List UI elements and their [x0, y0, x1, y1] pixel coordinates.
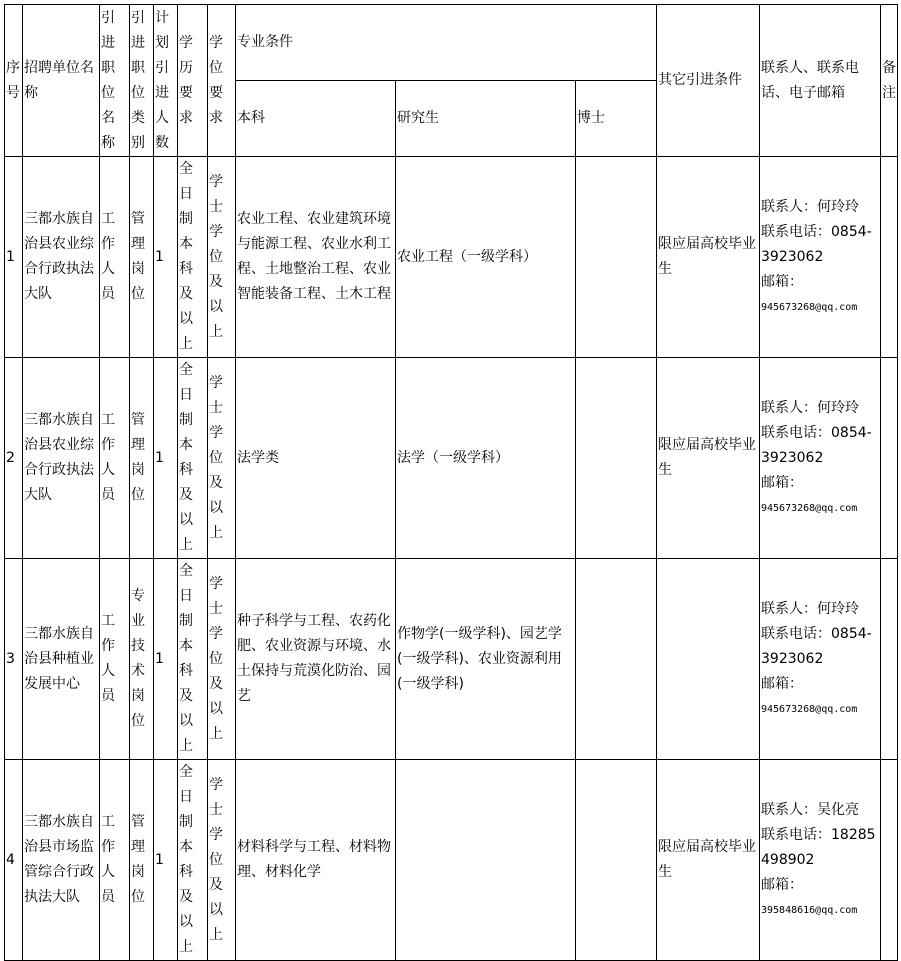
table-row — [5, 358, 898, 559]
cell-remarks — [881, 358, 898, 559]
cell-post-name: 工作人员 — [100, 559, 130, 760]
cell-undergrad: 法学类 — [236, 358, 396, 559]
cell-post-type: 管理岗位 — [130, 358, 154, 559]
cell-unit: 三都水族自治县农业综合行政执法大队 — [23, 358, 100, 559]
contact-person: 联系人：吴化亮 — [761, 801, 859, 818]
cell-other: 限应届高校毕业生 — [657, 358, 760, 559]
cell-phd — [576, 760, 657, 961]
cell-plan-count: 1 — [154, 358, 178, 559]
email-label: 邮箱： — [761, 474, 803, 491]
cell-graduate — [396, 760, 576, 961]
cell-post-type: 管理岗位 — [130, 157, 154, 358]
email-address: 945673268@qq.com — [761, 502, 858, 514]
header-post-type: 引进职位类别 — [130, 5, 154, 157]
cell-degree: 学士学位及以上 — [208, 157, 236, 358]
header-other-conditions: 其它引进条件 — [657, 5, 760, 157]
email-address: 945673268@qq.com — [761, 703, 858, 715]
cell-post-type: 专业技术岗位 — [130, 559, 154, 760]
email-address: 395848616@qq.com — [761, 904, 858, 916]
header-undergrad: 本科 — [236, 81, 396, 157]
contact-phone: 联系电话：0854-3923062 — [761, 223, 872, 265]
email-label: 邮箱： — [761, 876, 803, 893]
header-unit: 招聘单位名称 — [23, 5, 100, 157]
cell-education: 全日制本科及以上 — [178, 559, 208, 760]
cell-graduate: 农业工程（一级学科） — [396, 157, 576, 358]
cell-unit: 三都水族自治县种植业发展中心 — [23, 559, 100, 760]
cell-plan-count: 1 — [154, 559, 178, 760]
cell-unit: 三都水族自治县农业综合行政执法大队 — [23, 157, 100, 358]
header-phd: 博士 — [576, 81, 657, 157]
cell-degree: 学士学位及以上 — [208, 358, 236, 559]
header-row-top — [5, 5, 898, 81]
cell-plan-count: 1 — [154, 157, 178, 358]
cell-plan-count: 1 — [154, 760, 178, 961]
header-major-conditions: 专业条件 — [236, 5, 657, 81]
cell-remarks — [881, 559, 898, 760]
contact-person: 联系人：何玲玲 — [761, 198, 859, 215]
cell-post-name: 工作人员 — [100, 157, 130, 358]
cell-other: 限应届高校毕业生 — [657, 760, 760, 961]
cell-post-type: 管理岗位 — [130, 760, 154, 961]
contact-phone: 联系电话：0854-3923062 — [761, 424, 872, 466]
cell-post-name: 工作人员 — [100, 358, 130, 559]
cell-seq: 1 — [5, 157, 23, 358]
cell-degree: 学士学位及以上 — [208, 559, 236, 760]
cell-degree: 学士学位及以上 — [208, 760, 236, 961]
header-education: 学历要求 — [178, 5, 208, 157]
header-remarks: 备注 — [881, 5, 898, 157]
cell-undergrad: 材料科学与工程、材料物理、材料化学 — [236, 760, 396, 961]
contact-person: 联系人：何玲玲 — [761, 600, 859, 617]
cell-contact — [760, 559, 881, 760]
contact-phone: 联系电话：18285498902 — [761, 826, 876, 868]
header-graduate: 研究生 — [396, 81, 576, 157]
table-row — [5, 760, 898, 961]
cell-other — [657, 559, 760, 760]
email-label: 邮箱： — [761, 273, 803, 290]
cell-phd — [576, 358, 657, 559]
cell-seq: 4 — [5, 760, 23, 961]
cell-remarks — [881, 157, 898, 358]
header-plan-count: 计划引进人数 — [154, 5, 178, 157]
recruitment-table — [4, 4, 898, 961]
header-contact: 联系人、联系电话、电子邮箱 — [760, 5, 881, 157]
cell-other: 限应届高校毕业生 — [657, 157, 760, 358]
cell-undergrad: 农业工程、农业建筑环境与能源工程、农业水利工程、土地整治工程、农业智能装备工程、土木工程 — [236, 157, 396, 358]
cell-unit: 三都水族自治县市场监管综合行政执法大队 — [23, 760, 100, 961]
header-seq: 序号 — [5, 5, 23, 157]
cell-remarks — [881, 760, 898, 961]
cell-seq: 3 — [5, 559, 23, 760]
cell-contact — [760, 760, 881, 961]
cell-graduate: 法学（一级学科） — [396, 358, 576, 559]
contact-phone: 联系电话：0854-3923062 — [761, 625, 872, 667]
header-post-name: 引进职位名称 — [100, 5, 130, 157]
table-row — [5, 559, 898, 760]
cell-undergrad: 种子科学与工程、农药化肥、农业资源与环境、水土保持与荒漠化防治、园艺 — [236, 559, 396, 760]
header-degree: 学位要求 — [208, 5, 236, 157]
cell-contact — [760, 358, 881, 559]
cell-education: 全日制本科及以上 — [178, 157, 208, 358]
cell-phd — [576, 157, 657, 358]
cell-graduate: 作物学(一级学科)、园艺学(一级学科)、农业资源利用(一级学科) — [396, 559, 576, 760]
cell-seq: 2 — [5, 358, 23, 559]
cell-post-name: 工作人员 — [100, 760, 130, 961]
table-row — [5, 157, 898, 358]
email-address: 945673268@qq.com — [761, 301, 858, 313]
email-label: 邮箱： — [761, 675, 803, 692]
cell-education: 全日制本科及以上 — [178, 358, 208, 559]
contact-person: 联系人：何玲玲 — [761, 399, 859, 416]
cell-phd — [576, 559, 657, 760]
cell-education: 全日制本科及以上 — [178, 760, 208, 961]
cell-contact — [760, 157, 881, 358]
